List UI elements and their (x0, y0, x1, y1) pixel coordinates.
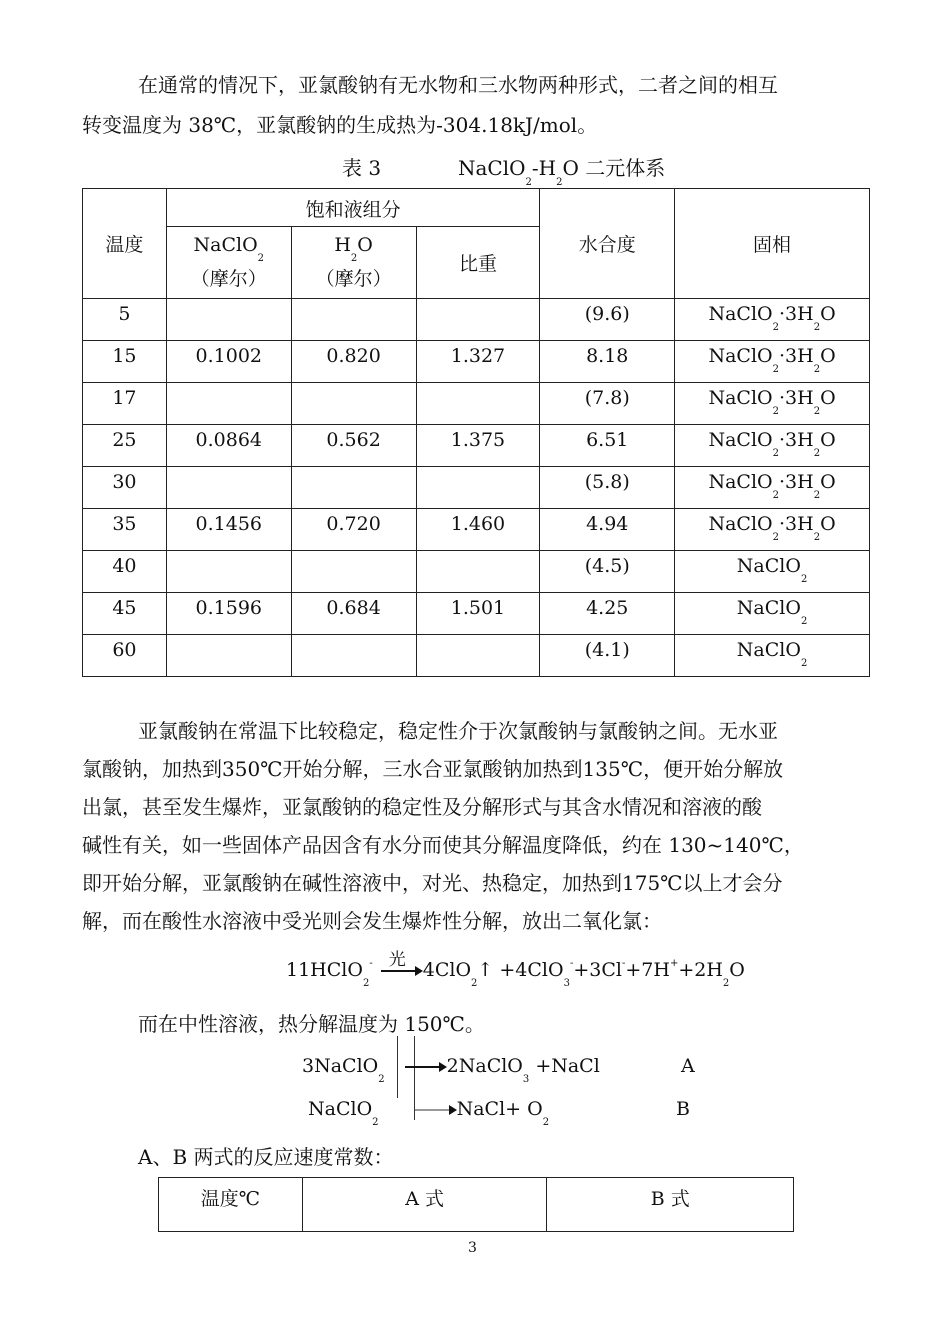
table-row (83, 593, 870, 635)
header-naclo2: NaClO$_2$ （摩尔） (166, 227, 291, 299)
cell-naclo2: 0.1456 (166, 509, 291, 551)
header-hydration: 水合度 (540, 189, 675, 299)
para2-line-1: 亚氯酸钠在常温下比较稳定，稳定性介于次氯酸钠与氯酸钠之间。无水亚 (138, 719, 778, 743)
intro-line-2: 转变温度为 38℃，亚氯酸钠的生成热为-304.18kJ/mol。 (82, 113, 598, 137)
header-formula-a: A 式 (302, 1178, 547, 1232)
cell-hydration: 8.18 (540, 341, 675, 383)
cell-specific-gravity: 1.460 (416, 509, 540, 551)
header-solid-phase: 固相 (675, 189, 870, 299)
equation-b-label: B (676, 1098, 690, 1120)
cell-specific-gravity (416, 383, 540, 425)
reaction-arrow (381, 970, 421, 972)
table-row (83, 425, 870, 467)
cell-temp: 60 (83, 635, 167, 677)
cell-solid-phase: NaClO$_2$ (675, 635, 870, 677)
cell-naclo2 (166, 467, 291, 509)
cell-temp: 35 (83, 509, 167, 551)
table-row (83, 341, 870, 383)
cell-h2o: 0.820 (291, 341, 416, 383)
cell-h2o (291, 299, 416, 341)
neutral-solution-line: 而在中性溶液，热分解温度为 150℃。 (138, 1012, 485, 1036)
table3-caption-title: $NaClO_2-H_2O$ 二元体系 (458, 156, 666, 188)
para2-line-5: 即开始分解，亚氯酸钠在碱性溶液中，对光、热稳定，加热到175℃以上才会分 (82, 871, 783, 895)
table-row (83, 299, 870, 341)
page-number: 3 (468, 1240, 477, 1256)
cell-specific-gravity: 1.327 (416, 341, 540, 383)
cell-naclo2 (166, 383, 291, 425)
cell-hydration: (7.8) (540, 383, 675, 425)
cell-temp: 40 (83, 551, 167, 593)
cell-h2o (291, 383, 416, 425)
cell-temp: 25 (83, 425, 167, 467)
header-h2o: $H_2O$ （摩尔） (291, 227, 416, 299)
table-row (83, 551, 870, 593)
cell-naclo2 (166, 299, 291, 341)
cell-solid-phase: $NaClO_2\cdot 3H_2O$ (675, 383, 870, 425)
equation-a-label: A (681, 1055, 695, 1077)
cell-hydration: 4.25 (540, 593, 675, 635)
cell-h2o (291, 551, 416, 593)
cell-h2o: 0.562 (291, 425, 416, 467)
cell-naclo2 (166, 635, 291, 677)
cell-specific-gravity: 1.375 (416, 425, 540, 467)
table3-caption-number: 表 3 (342, 156, 382, 180)
cell-solid-phase: $NaClO_2\cdot 3H_2O$ (675, 341, 870, 383)
cell-specific-gravity (416, 635, 540, 677)
cell-temp: 30 (83, 467, 167, 509)
cell-temp: 5 (83, 299, 167, 341)
rate-constants-line: A、B 两式的反应速度常数： (138, 1145, 394, 1169)
cell-solid-phase: $NaClO_2\cdot 3H_2O$ (675, 299, 870, 341)
cell-naclo2: 0.0864 (166, 425, 291, 467)
cell-temp: 17 (83, 383, 167, 425)
cell-naclo2: 0.1002 (166, 341, 291, 383)
cell-specific-gravity (416, 551, 540, 593)
cell-hydration: (5.8) (540, 467, 675, 509)
reaction-arrow (415, 1109, 455, 1111)
cell-hydration: 6.51 (540, 425, 675, 467)
cell-hydration: (4.5) (540, 551, 675, 593)
light-condition: 光 (388, 950, 406, 970)
cell-temp: 45 (83, 593, 167, 635)
equation-photolysis: 11HClO$_2$- 光 4ClO$_2$↑ $+4ClO_3^-+3Cl^-+7H^++2H_2O$ (286, 958, 745, 989)
cell-solid-phase: $NaClO_2\cdot 3H_2O$ (675, 467, 870, 509)
cell-solid-phase: $NaClO_2\cdot 3H_2O$ (675, 509, 870, 551)
cell-h2o (291, 467, 416, 509)
table3 (82, 188, 870, 677)
cell-naclo2: 0.1596 (166, 593, 291, 635)
header-saturated-composition: 饱和液组分 (166, 189, 540, 227)
table-row (83, 635, 870, 677)
table-row (83, 383, 870, 425)
equation-b: NaClO$_2$ NaCl+ $O_2$ (308, 1098, 550, 1128)
cell-temp: 15 (83, 341, 167, 383)
cell-h2o: 0.720 (291, 509, 416, 551)
cell-hydration: (9.6) (540, 299, 675, 341)
para2-line-2: 氯酸钠，加热到350℃开始分解，三水合亚氯酸钠加热到135℃，便开始分解放 (82, 757, 784, 781)
intro-line-1: 在通常的情况下，亚氯酸钠有无水物和三水物两种形式，二者之间的相互 (138, 73, 778, 97)
para2-line-3: 出氯，甚至发生爆炸，亚氯酸钠的稳定性及分解形式与其含水情况和溶液的酸 (82, 795, 762, 819)
cell-specific-gravity (416, 467, 540, 509)
cell-h2o (291, 635, 416, 677)
cell-naclo2 (166, 551, 291, 593)
cell-solid-phase: $NaClO_2\cdot 3H_2O$ (675, 425, 870, 467)
cell-specific-gravity (416, 299, 540, 341)
table-row (83, 467, 870, 509)
reaction-arrow (405, 1066, 445, 1068)
para2-line-4: 碱性有关，如一些固体产品因含有水分而使其分解温度降低，约在 130~140℃， (82, 833, 804, 857)
rate-constants-table (158, 1177, 794, 1232)
cell-solid-phase: NaClO$_2$ (675, 551, 870, 593)
equation-a: 3NaClO$_2$ 2NaClO$_3$ +NaCl (302, 1055, 600, 1085)
header-temp: 温度 (83, 189, 167, 299)
para2-line-6: 解，而在酸性水溶液中受光则会发生爆炸性分解，放出二氧化氯： (82, 909, 662, 933)
cell-hydration: (4.1) (540, 635, 675, 677)
cell-hydration: 4.94 (540, 509, 675, 551)
header-temperature: 温度℃ (159, 1178, 303, 1232)
header-specific-gravity: 比重 (416, 227, 540, 299)
cell-specific-gravity: 1.501 (416, 593, 540, 635)
header-formula-b: B 式 (547, 1178, 794, 1232)
table-row (83, 509, 870, 551)
cell-h2o: 0.684 (291, 593, 416, 635)
cell-solid-phase: NaClO$_2$ (675, 593, 870, 635)
